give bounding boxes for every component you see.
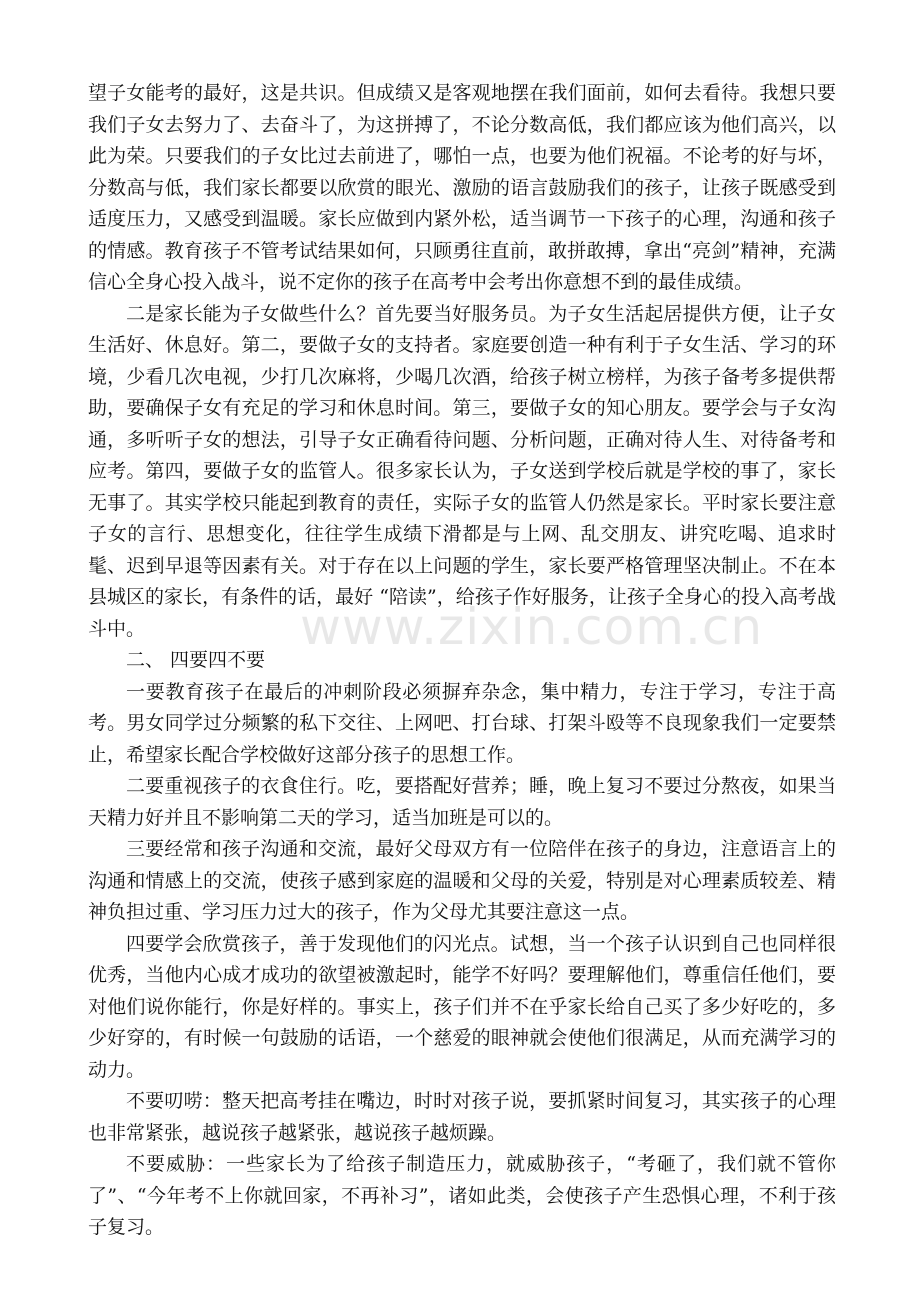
paragraph: 二要重视孩子的衣食住行。吃，要搭配好营养；睡，晚上复习不要过分熬夜，如果当天精力好并且不影响第二天的学习，适当加班是可以的。	[88, 775, 836, 829]
paragraph: 不要威胁：一些家长为了给孩子制造压力，就威胁孩子，“考砸了，我们就不管你了”、“今年考不上你就回家，不再补习”，诸如此类，会使孩子产生恐惧心理，不利于孩子复习。	[88, 1153, 836, 1238]
paragraph: 四要学会欣赏孩子，善于发现他们的闪光点。试想，当一个孩子认识到自己也同样很优秀，当他内心成才成功的欲望被激起时，能学不好吗？要理解他们，尊重信任他们，要对他们说你能行，你是好样的。事实上，孩子们并不在乎家长给自己买了多少好吃的，多少好穿的，有时候一句鼓励的话语，一个慈爱的眼神就会使他们很满足，从而充满学习的动力。	[88, 932, 836, 1081]
document-body	[88, 78, 836, 1244]
paragraph: 一要教育孩子在最后的冲刺阶段必须摒弃杂念，集中精力，专注于学习，专注于高考。男女同学过分频繁的私下交往、上网吧、打台球、打架斗殴等不良现象我们一定要禁止，希望家长配合学校做好这部分孩子的思想工作。	[88, 680, 836, 766]
section-heading: 二、 四要四不要	[126, 649, 266, 671]
watermark: www.zixin.com.cn	[300, 598, 764, 656]
paragraph: 二是家长能为子女做些什么？首先要当好服务员。为子女生活起居提供方便，让子女生活好、休息好。第二，要做子女的支持者。家庭要创造一种有利于子女生活、学习的环境，少看几次电视，少打几次麻将，少喝几次酒，给孩子树立榜样，为孩子备考多提供帮助，要确保子女有充足的学习和休息时间。第三，要做子女的知心朋友。要学会与子女沟通，多听听子女的想法，引导子女正确看待问题、分析问题，正确对待人生、对待备考和应考。第四，要做子女的监管人。很多家长认为，子女送到学校后就是学校的事了，家长无事了。其实学校只能起到教育的责任，实际子女的监管人仍然是家长。平时家长要注意子女的言行、思想变化，往往学生成绩下滑都是与上网、乱交朋友、讲究吃喝、追求时髦、迟到早退等因素有关。对于存在以上问题的学生，家长要严格管理坚决制止。不在本县城区的家长，有条件的话，最好 “陪读”，给孩子作好服务，让孩子全身心的投入高考战斗中。	[88, 302, 836, 640]
paragraph: 望子女能考的最好，这是共识。但成绩又是客观地摆在我们面前，如何去看待。我想只要我们子女去努力了、去奋斗了，为这拼搏了，不论分数高低，我们都应该为他们高兴，以此为荣。只要我们的子女比过去前进了，哪怕一点，也要为他们祝福。不论考的好与坏，分数高与低，我们家长都要以欣赏的眼光、激励的语言鼓励我们的孩子，让孩子既感受到适度压力，又感受到温暖。家长应做到内紧外松，适当调节一下孩子的心理，沟通和孩子的情感。教育孩子不管考试结果如何，只顾勇往直前，敢拼敢搏，拿出“亮剑”精神，充满信心全身心投入战斗，说不定你的孩子在高考中会考出你意想不到的最佳成绩。	[88, 82, 836, 293]
paragraph: 不要叨唠：整天把高考挂在嘴边，时时对孩子说，要抓紧时间复习，其实孩子的心理也非常紧张，越说孩子越紧张，越说孩子越烦躁。	[88, 1090, 836, 1144]
paragraph: 三要经常和孩子沟通和交流，最好父母双方有一位陪伴在孩子的身边，注意语言上的沟通和情感上的交流，使孩子感到家庭的温暖和父母的关爱，特别是对心理素质较差、精神负担过重、学习压力过大的孩子，作为父母尤其要注意这一点。	[88, 838, 836, 923]
